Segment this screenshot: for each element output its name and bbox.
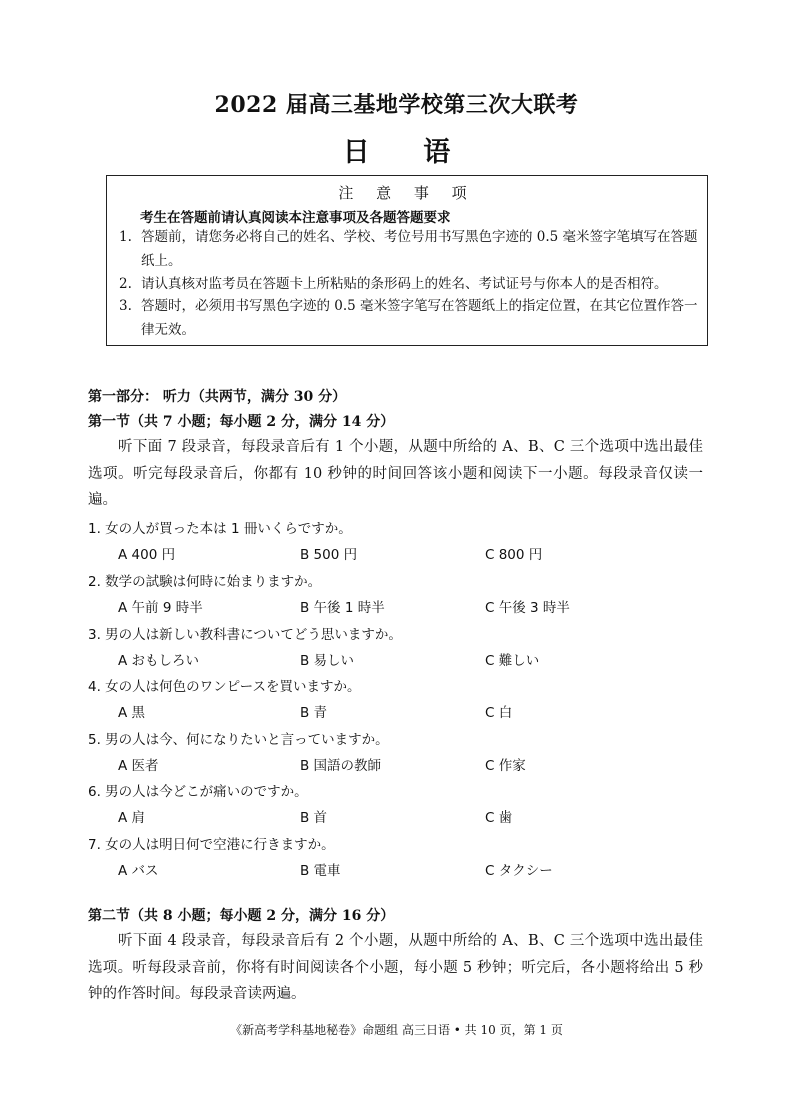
option-a: A 肩 xyxy=(118,810,146,826)
subject-title: 日 语 xyxy=(342,137,473,168)
option-b: B 易しい xyxy=(300,653,355,669)
option-b: B 国語の教師 xyxy=(300,758,382,774)
section2-heading: 第二节（共 8 小题；每小题 2 分，满分 16 分） xyxy=(88,908,395,924)
question-6: 6. 男の人は今どこが痛いのですか。 xyxy=(88,784,308,800)
option-a: A 医者 xyxy=(118,758,159,774)
notice-item-number: 1. xyxy=(119,229,132,245)
option-c: C 午後 3 時半 xyxy=(485,600,570,616)
part1-heading: 第一部分： 听力（共两节，满分 30 分） xyxy=(88,389,347,405)
option-b: B 電車 xyxy=(300,863,341,879)
option-a: A 午前 9 時半 xyxy=(118,600,203,616)
option-c: C 800 円 xyxy=(485,547,543,563)
question-3: 3. 男の人は新しい教科書についてどう思いますか。 xyxy=(88,627,402,643)
option-a: A 黒 xyxy=(118,705,146,721)
option-b: B 午後 1 時半 xyxy=(300,600,385,616)
question-5: 5. 男の人は今、何になりたいと言っていますか。 xyxy=(88,732,389,748)
notice-item-number: 3. xyxy=(119,298,132,314)
notice-item-number: 2. xyxy=(119,276,132,292)
exam-title: 2022 届高三基地学校第三次大联考 xyxy=(214,92,579,118)
option-a: A 400 円 xyxy=(118,547,176,563)
option-a: A おもしろい xyxy=(118,653,200,669)
option-c: C 難しい xyxy=(485,653,540,669)
option-a: A バス xyxy=(118,863,159,879)
option-b: B 500 円 xyxy=(300,547,358,563)
option-c: C タクシー xyxy=(485,863,553,879)
notice-item-text: 答题前，请您务必将自己的姓名、学校、考位号用书写黑色字迹的 0.5 毫米签字笔填写在答题纸上。 xyxy=(141,229,698,269)
section2-instructions: 听下面 4 段录音，每段录音后有 2 个小题，从题中所给的 A、B、C 三个选项中选出最佳选项。听每段录音前，你将有时间阅读各个小题，每小题 5 秒钟；听完后，各小题将给出 5 秒钟的作答时间。每段录音读两遍。 xyxy=(88,933,703,1002)
notice-heading: 注 意 事 项 xyxy=(338,184,476,202)
section1-instructions: 听下面 7 段录音，每段录音后有 1 个小题，从题中所给的 A、B、C 三个选项中选出最佳选项。听完每段录音后，你都有 10 秒钟的时间回答该小题和阅读下一小题。每段录音仅读一遍。 xyxy=(88,439,703,508)
notice-item-text: 请认真核对监考员在答题卡上所粘贴的条形码上的姓名、考试证号与你本人的是否相符。 xyxy=(141,276,668,292)
option-c: C 作家 xyxy=(485,758,526,774)
notice-lead: 考生在答题前请认真阅读本注意事项及各题答题要求 xyxy=(140,210,451,226)
question-7: 7. 女の人は明日何で空港に行きますか。 xyxy=(88,837,335,853)
option-b: B 首 xyxy=(300,810,328,826)
question-2: 2. 数学の試験は何時に始まりますか。 xyxy=(88,574,322,590)
notice-item-text: 答题时，必须用书写黑色字迹的 0.5 毫米签字笔写在答题纸上的指定位置，在其它位置作答一律无效。 xyxy=(141,298,698,338)
page-footer: 《新高考学科基地秘卷》命题组 高三日语 • 共 10 页，第 1 页 xyxy=(230,1023,563,1037)
section1-heading: 第一节（共 7 小题；每小题 2 分，满分 14 分） xyxy=(88,414,395,430)
question-4: 4. 女の人は何色のワンピースを買いますか。 xyxy=(88,679,361,695)
notice-box xyxy=(106,175,708,346)
question-1: 1. 女の人が買った本は 1 冊いくらですか。 xyxy=(88,521,352,537)
option-b: B 青 xyxy=(300,705,328,721)
option-c: C 白 xyxy=(485,705,513,721)
option-c: C 歯 xyxy=(485,810,513,826)
